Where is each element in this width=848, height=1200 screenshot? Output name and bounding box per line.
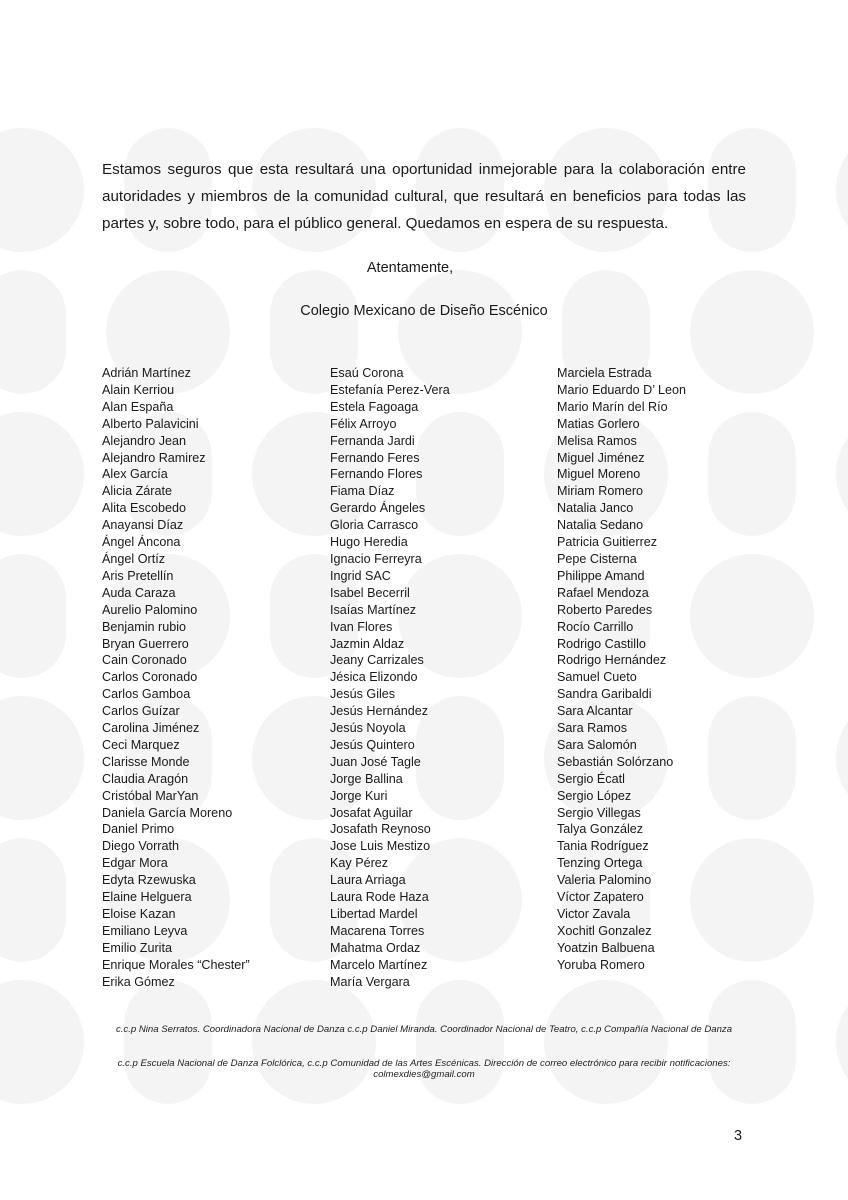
signatory-name: Jorge Ballina [330, 771, 403, 786]
signatory-name: Alain Kerriou [102, 382, 175, 397]
signatory-name: Matias Gorlero [557, 416, 640, 431]
signatory-name: Pepe Cisterna [557, 551, 637, 566]
signatory-name: Carlos Guízar [102, 704, 180, 719]
signatory-name: Víctor Zapatero [557, 890, 644, 905]
signatory-name: Ivan Flores [330, 619, 393, 634]
signatory-name: Tania Rodríguez [557, 839, 649, 854]
signatory-name: Alicia Zárate [102, 484, 172, 499]
signatory-name: Carlos Gamboa [102, 687, 191, 702]
signatory-name: Sergio Villegas [557, 805, 641, 820]
signatory-name: Benjamin rubio [102, 619, 187, 634]
signatory-name: Emiliano Leyva [102, 923, 188, 938]
signatory-name: Alex García [102, 467, 168, 482]
signatory-name: Daniela García Moreno [102, 805, 233, 820]
signatories-column-2 [330, 365, 450, 991]
signatory-name: Sara Salomón [557, 737, 637, 752]
signatory-name: Libertad Mardel [330, 907, 418, 921]
signatory-name: Josafath Reynoso [330, 822, 431, 837]
signatory-name: María Vergara [330, 974, 410, 989]
closing-paragraph: Estamos seguros que esta resultará una oportunidad inmejorable para la colaboración entre autoridades y miembros de la comunidad cultural, que resultará en beneficios para todas las partes y, sobre todo, para el público general. Quedamos en espera de su respuesta. [102, 161, 746, 232]
signatory-name: Natalia Sedano [557, 518, 644, 533]
signatory-name: Miguel Jiménez [557, 450, 645, 465]
signatory-name: Claudia Aragón [102, 771, 189, 786]
signatory-name: Juan José Tagle [330, 754, 421, 769]
signatory-name: Bryan Guerrero [102, 636, 189, 651]
signatory-name: Mario Marín del Río [557, 399, 668, 414]
signatory-name: Laura Rode Haza [330, 890, 429, 905]
signatory-name: Ángel Ortíz [102, 551, 165, 566]
signatory-name: Alejandro Jean [102, 433, 187, 448]
signatory-name: Jorge Kuri [330, 788, 388, 803]
signatories-column-1 [102, 365, 250, 991]
signatories-column-3 [557, 365, 686, 974]
signatory-name: Marciela Estrada [557, 366, 652, 380]
signatory-name: Valeria Palomino [557, 873, 652, 888]
signatory-name: Josafat Aguilar [330, 805, 413, 820]
signatory-name: Sergio López [557, 788, 632, 803]
signatory-name: Diego Vorrath [102, 839, 180, 854]
signing-organization: Colegio Mexicano de Diseño Escénico [300, 303, 548, 319]
signatory-name: Fiama Díaz [330, 484, 395, 499]
signatory-name: Jose Luis Mestizo [330, 839, 431, 854]
signatory-name: Sara Alcantar [557, 704, 633, 719]
signatory-name: Tenzing Ortega [557, 856, 643, 871]
signatory-name: Erika Gómez [102, 974, 175, 989]
signatory-name: Cristóbal MarYan [102, 788, 199, 803]
signatory-name: Elaine Helguera [102, 890, 192, 905]
signatory-name: Isaías Martínez [330, 602, 417, 617]
signatory-name: Estefanía Perez-Vera [330, 382, 450, 397]
signatory-name: Edyta Rzewuska [102, 873, 196, 888]
signatory-name: Samuel Cueto [557, 670, 637, 685]
signatory-name: Mario Eduardo D’ Leon [557, 382, 687, 397]
ccp-line-2: c.c.p Escuela Nacional de Danza Folclórica, c.c.p Comunidad de las Artes Escénicas. Dirección de correo electrónico para recibir notificaciones: colmexdies@gmail.com [117, 1058, 731, 1080]
signatory-name: Ceci Marquez [102, 737, 180, 752]
signatory-name: Carolina Jiménez [102, 721, 200, 736]
signatory-name: Hugo Heredia [330, 535, 408, 550]
signatory-name: Ignacio Ferreyra [330, 551, 422, 566]
signatory-name: Sandra Garibaldi [557, 687, 652, 702]
signatory-name: Roberto Paredes [557, 602, 653, 617]
signatory-name: Alejandro Ramirez [102, 450, 206, 465]
signatory-name: Clarisse Monde [102, 754, 190, 769]
signatory-name: Laura Arriaga [330, 873, 406, 888]
ccp-line-1: c.c.p Nina Serratos. Coordinadora Nacional de Danza c.c.p Daniel Miranda. Coordinador Nacional de Teatro, c.c.p Compañía Nacional de Danza [115, 1024, 733, 1035]
signatory-name: Marcelo Martínez [330, 957, 428, 972]
signatory-name: Melisa Ramos [557, 433, 637, 448]
signatory-name: Mahatma Ordaz [330, 940, 421, 955]
signatory-name: Talya González [557, 822, 644, 837]
signatory-name: Alita Escobedo [102, 501, 187, 516]
signatory-name: Jeany Carrizales [330, 653, 424, 668]
signatory-name: Rocío Carrillo [557, 619, 634, 634]
signatory-name: Alberto Palavicini [102, 416, 199, 431]
signatory-name: Aris Pretellín [102, 568, 174, 583]
signatory-name: Adrián Martínez [102, 366, 191, 380]
signatory-name: Sergio Écatl [557, 771, 625, 786]
signatory-name: Jesús Giles [330, 687, 396, 702]
signatory-name: Fernando Feres [330, 450, 420, 465]
signatory-name: Isabel Becerril [330, 585, 410, 600]
signatory-name: Aurelio Palomino [102, 602, 198, 617]
signatory-name: Carlos Coronado [102, 670, 198, 685]
signatory-name: Kay Pérez [330, 856, 389, 871]
signatory-name: Ingrid SAC [330, 568, 391, 583]
signatory-name: Miriam Romero [557, 484, 644, 499]
signatory-name: Cain Coronado [102, 653, 187, 668]
signatory-name: Sebastián Solórzano [557, 754, 674, 769]
signatory-name: Enrique Morales “Chester” [102, 957, 250, 972]
signatory-name: Macarena Torres [330, 923, 425, 938]
signatory-name: Eloise Kazan [102, 907, 176, 921]
signatory-name: Natalia Janco [557, 501, 634, 516]
signatory-name: Emilio Zurita [102, 940, 172, 955]
signatory-name: Jesús Quintero [330, 737, 415, 752]
signatory-name: Jesús Noyola [330, 721, 406, 736]
signatory-name: Jesús Hernández [330, 704, 429, 719]
signatory-name: Miguel Moreno [557, 467, 641, 482]
signatory-name: Fernando Flores [330, 467, 423, 482]
closing-salutation: Atentamente, [366, 260, 454, 276]
signatory-name: Félix Arroyo [330, 416, 397, 431]
signatory-name: Philippe Amand [557, 568, 645, 583]
signatory-name: Anayansi Díaz [102, 518, 184, 533]
signatory-name: Gloria Carrasco [330, 518, 419, 533]
signatory-name: Sara Ramos [557, 721, 627, 736]
page-number: 3 [734, 1128, 743, 1144]
signatory-name: Edgar Mora [102, 856, 168, 871]
signatory-name: Rodrigo Castillo [557, 636, 646, 651]
signatory-name: Daniel Primo [102, 822, 175, 837]
signatory-name: Jazmin Aldaz [330, 636, 405, 651]
signatory-name: Fernanda Jardi [330, 433, 415, 448]
signatory-name: Estela Fagoaga [330, 399, 419, 414]
signatory-name: Victor Zavala [557, 907, 631, 921]
signatory-name: Ángel Áncona [102, 535, 181, 550]
signatory-name: Rodrigo Hernández [557, 653, 667, 668]
signatory-name: Patricia Guitierrez [557, 535, 658, 550]
signatory-name: Alan España [102, 399, 174, 414]
signatory-name: Yoatzin Balbuena [557, 940, 655, 955]
signatory-name: Gerardo Ángeles [330, 501, 426, 516]
signatory-name: Xochitl Gonzalez [557, 923, 652, 938]
signatory-name: Jésica Elizondo [330, 670, 418, 685]
signatory-name: Yoruba Romero [557, 957, 645, 972]
signatory-name: Auda Caraza [102, 585, 176, 600]
signatory-name: Esaú Corona [330, 366, 404, 380]
signatory-name: Rafael Mendoza [557, 585, 649, 600]
